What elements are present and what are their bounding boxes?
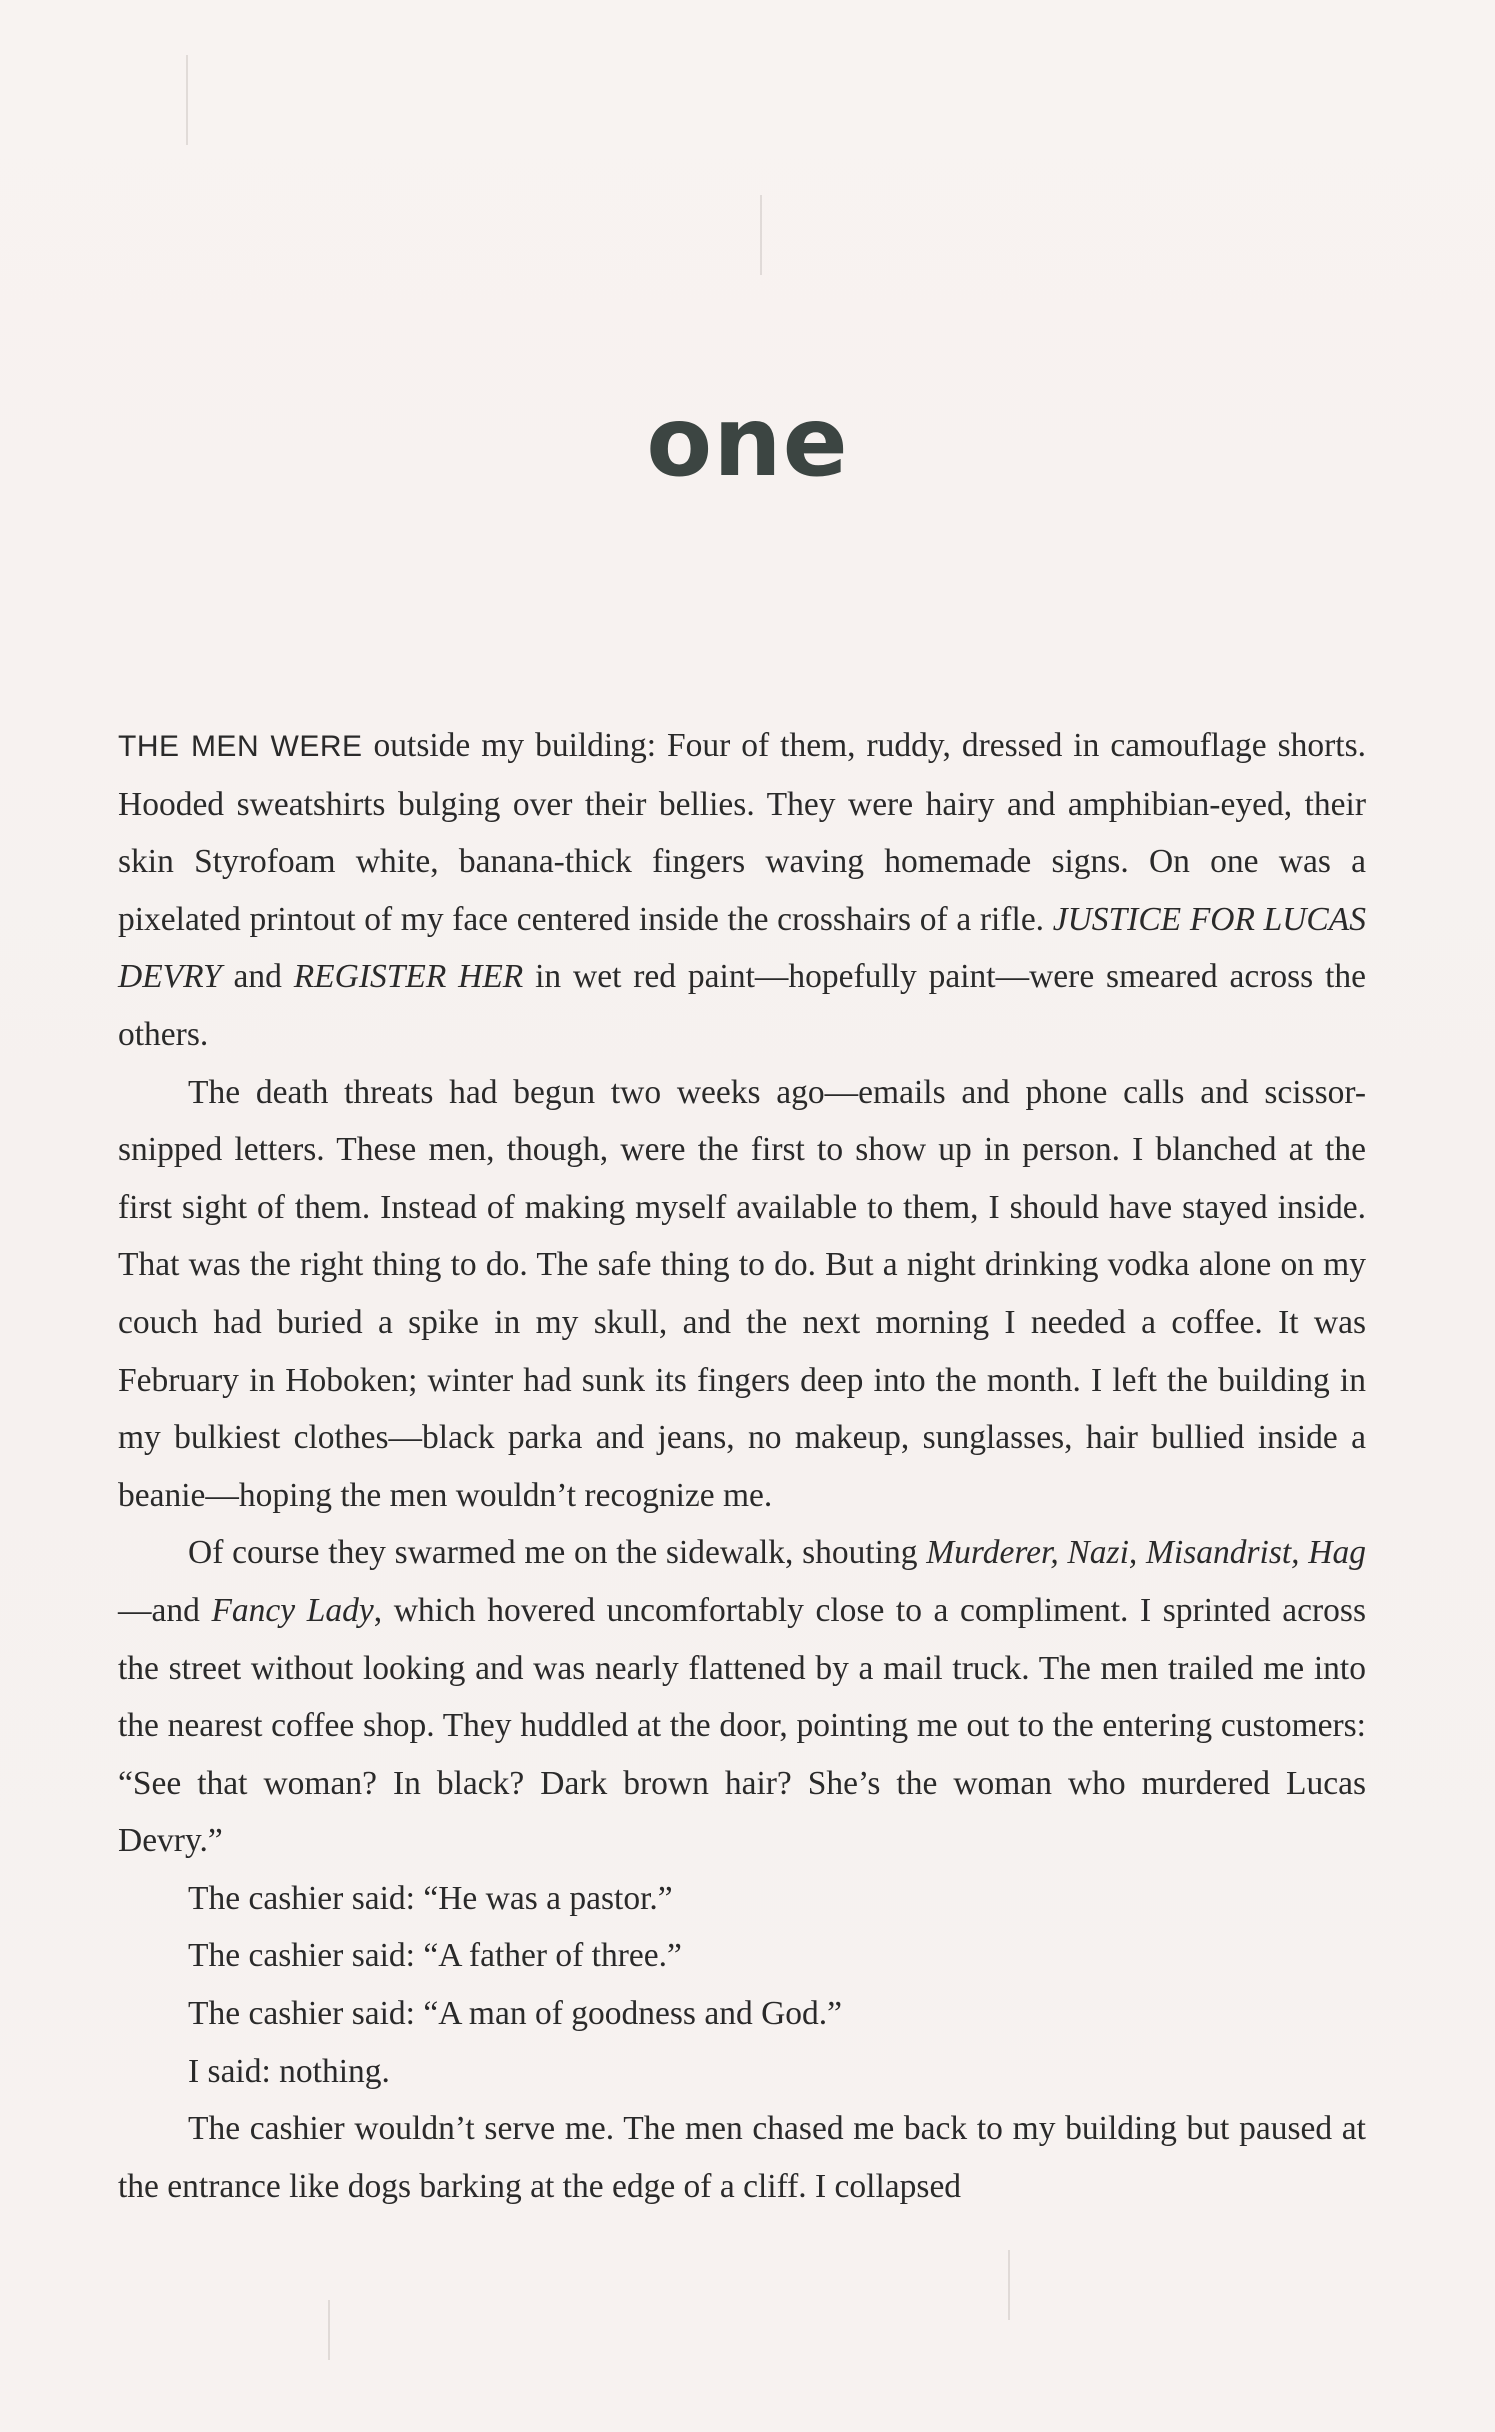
text-run: The cashier said: “A father of three.” xyxy=(188,1937,682,1975)
italic-text: REGISTER HER xyxy=(293,958,524,996)
text-run: The cashier wouldn’t serve me. The men chased me back to my building but paused at the entrance like dogs barking at the edge of a cliff. I collapsed xyxy=(118,2110,1366,2205)
paragraph-lead: THE MEN WERE xyxy=(118,730,363,763)
chapter-body xyxy=(118,717,1366,2215)
paragraph xyxy=(118,2100,1366,2215)
paragraph xyxy=(118,1064,1366,1525)
paragraph xyxy=(118,1985,1366,2043)
paragraph xyxy=(118,1870,1366,1928)
text-run: The cashier said: “A man of goodness and God.” xyxy=(188,1995,843,2033)
scan-mark xyxy=(760,195,762,275)
text-run: The cashier said: “He was a pastor.” xyxy=(188,1879,673,1917)
text-run: outside my building: Four of them, ruddy, dressed in camouflage shorts. Hooded sweatshirts bulging over their bellies. They were hairy and amphibian-eyed, their skin Styrofoam white, banana-thick fingers waving homemade signs. On one was a pixelated printout of my face centered inside the crosshairs of a rifle. xyxy=(118,727,1366,938)
text-run: and xyxy=(221,958,294,996)
paragraph xyxy=(118,1927,1366,1985)
paragraph xyxy=(118,2043,1366,2101)
text-run: The death threats had begun two weeks ago—emails and phone calls and scissor-snipped letters. These men, though, were the first to show up in person. I blanched at the first sight of them. Instead of making myself available to them, I should have stayed inside. That was the right thing to do. The safe thing to do. But a night drinking vodka alone on my couch had buried a spike in my skull, and the next morning I needed a coffee. It was February in Hoboken; winter had sunk its fingers deep into the month. I left the building in my bulkiest clothes—black parka and jeans, no makeup, sunglasses, hair bullied inside a beanie—hoping the men wouldn’t recognize me. xyxy=(118,1073,1366,1514)
italic-text: Murderer, Nazi, Misandrist, Hag xyxy=(926,1534,1366,1572)
italic-text: JUSTICE FOR LUCAS DEVRY xyxy=(118,900,1366,996)
italic-text: Fancy Lady xyxy=(211,1591,374,1629)
text-run: , which hovered uncomfortably close to a compliment. I sprinted across the street without looking and was nearly flattened by a mail truck. The men trailed me into the nearest coffee shop. They huddled at the door, pointing me out to the entering customers: “See that woman? In black? Dark brown hair? She’s the woman who murdered Lucas Devry.” xyxy=(118,1591,1366,1860)
text-run: I said: nothing. xyxy=(188,2052,390,2090)
text-run: Of course they swarmed me on the sidewalk, shouting xyxy=(188,1534,927,1572)
text-run: in wet red paint—hopefully paint—were smeared across the others. xyxy=(118,958,1367,1053)
chapter-title: one xyxy=(646,386,849,499)
paragraph xyxy=(118,1524,1366,1870)
text-run: —and xyxy=(118,1591,212,1629)
scan-mark xyxy=(1008,2250,1010,2320)
scan-mark xyxy=(186,55,188,145)
paragraph xyxy=(118,717,1366,1064)
scan-mark xyxy=(328,2300,330,2360)
